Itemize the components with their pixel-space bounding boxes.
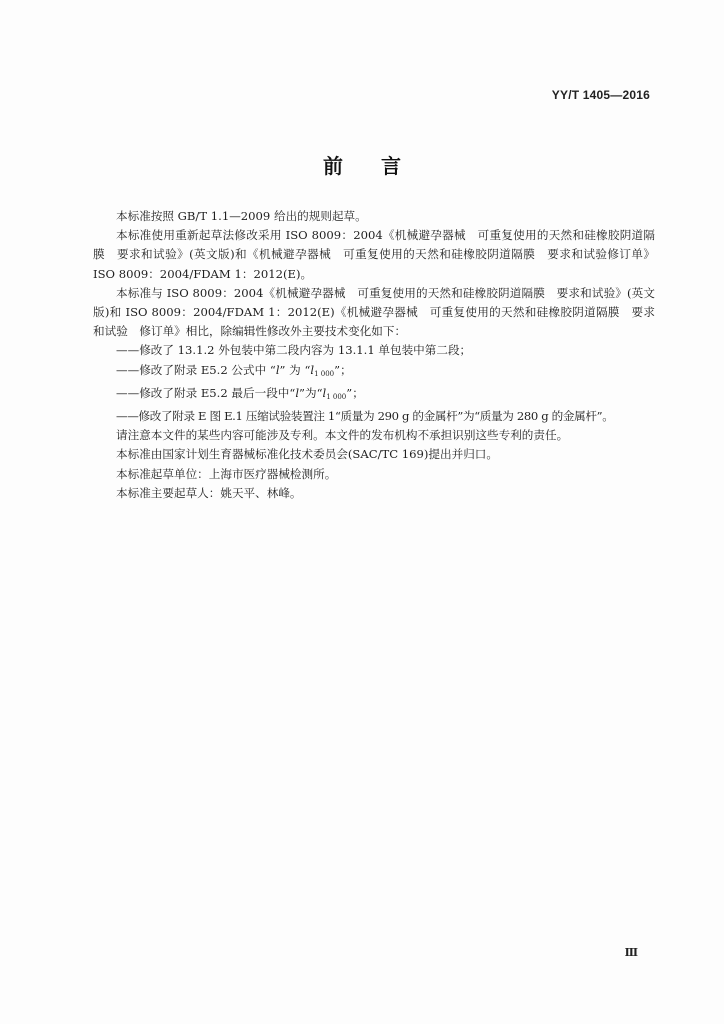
paragraph-drafting-rules: 本标准按照 GB/T 1.1—2009 给出的规则起草。: [116, 209, 367, 223]
change-item-4: ——修改了附录 E 图 E.1 压缩试验装置注 1“质量为 290 g 的金属杆”为“质量为 280 g 的金属杆”。: [116, 409, 614, 424]
formula-subscript: 1 000: [314, 369, 335, 378]
page-number: Ⅲ: [624, 946, 638, 959]
paragraph-comparison: 本标准与 ISO 8009：2004《机械避孕器械 可重复使用的天然和硅橡胶阴道隔膜 要求和试验》(英文版)和 ISO 8009：2004/FDAM 1：2012(E)《机械避孕器械 可重复使用的天然和硅橡胶阴道隔膜 要求和试验 修订单》相比，除编辑性修改外主要技术变化如下：: [93, 285, 655, 339]
standard-code: YY/T 1405—2016: [551, 88, 650, 102]
paragraph-drafting-unit: 本标准起草单位：上海市医疗器械检测所。: [116, 466, 337, 481]
paragraph-patent-notice: 请注意本文件的某些内容可能涉及专利。本文件的发布机构不承担识别这些专利的责任。: [116, 428, 569, 443]
formula-variable-new: l: [322, 385, 327, 400]
formula-variable: l: [295, 385, 300, 400]
formula-variable-new: l: [310, 362, 315, 377]
change-item-2-suffix: ”；: [334, 362, 352, 377]
paragraph-committee: 本标准由国家计划生育器械标准化技术委员会(SAC/TC 169)提出并归口。: [116, 447, 498, 462]
paragraph-drafters: 本标准主要起草人：姚天平、林峰。: [116, 485, 302, 500]
change-item-2-mid: ” 为 “: [279, 362, 311, 377]
change-item-3-prefix: ——修改了附录 E5.2 最后一段中“: [116, 385, 296, 400]
change-item-2: [93, 361, 655, 384]
foreword-body: [93, 207, 655, 503]
change-item-3-mid: ”为“: [299, 385, 323, 400]
formula-variable: l: [275, 362, 280, 377]
change-item-1: ——修改了 13.1.2 外包装中第二段内容为 13.1.1 单包装中第二段；: [116, 343, 472, 358]
page-title: 前言: [323, 154, 439, 178]
change-item-2-prefix: ——修改了附录 E5.2 公式中 “: [116, 362, 276, 377]
change-item-3: [93, 384, 655, 407]
formula-subscript: 1 000: [326, 392, 347, 401]
change-item-3-suffix: ”；: [346, 385, 364, 400]
paragraph-adoption: 本标准使用重新起草法修改采用 ISO 8009：2004《机械避孕器械 可重复使用的天然和硅橡胶阴道隔膜 要求和试验》(英文版)和《机械避孕器械 可重复使用的天然和硅橡胶阴道隔膜 要求和试验修订单》ISO 8009：2004/FDAM 1：2012(E)。: [93, 228, 655, 281]
